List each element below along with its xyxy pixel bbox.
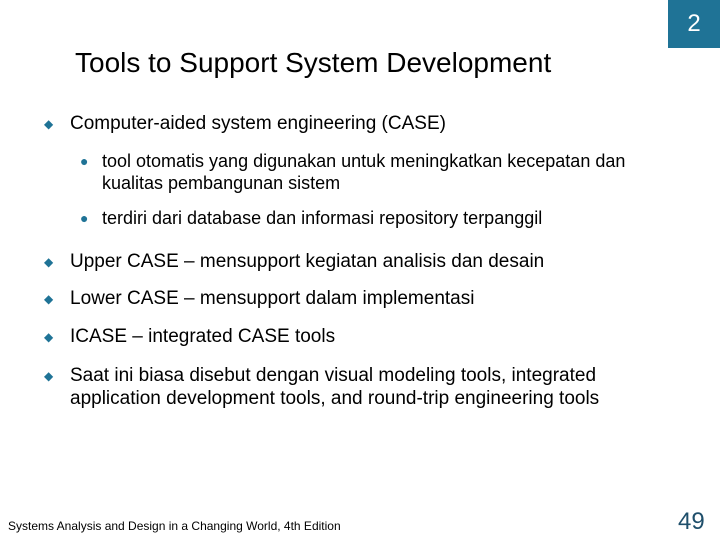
bullet-item	[40, 250, 544, 273]
slide-title: Tools to Support System Development	[75, 47, 552, 78]
sub-bullet-item	[80, 207, 700, 229]
bullet-text: Computer-aided system engineering (CASE)	[70, 113, 446, 134]
bullet-item	[40, 364, 599, 410]
bullet-item	[40, 287, 474, 310]
bullet-item	[40, 112, 446, 135]
bullet-text: Upper CASE – mensupport kegiatan analisis dan desain	[70, 251, 545, 272]
sub-bullet-text: terdiri dari database dan informasi repository terpanggil	[102, 208, 543, 228]
bullet-text: Lower CASE – mensupport dalam implementasi	[70, 288, 475, 309]
diamond-bullet-icon: ◆	[44, 330, 54, 344]
diamond-bullet-icon: ◆	[44, 369, 54, 383]
sub-bullet-text: tool otomatis yang digunakan untuk meningkatkan kecepatan dan kualitas pembangunan sistem	[102, 151, 626, 193]
bullet-text: Saat ini biasa disebut dengan visual modeling tools, integrated application development tools, and round-trip engineering tools	[70, 365, 600, 409]
bullet-item	[40, 325, 335, 348]
chapter-number: 2	[687, 10, 701, 37]
sub-bullet-item	[80, 150, 700, 194]
diamond-bullet-icon: ◆	[44, 292, 54, 306]
page-number: 49	[678, 508, 705, 535]
diamond-bullet-icon: ◆	[44, 117, 54, 131]
bullet-text: ICASE – integrated CASE tools	[70, 326, 336, 347]
slide-footer: Systems Analysis and Design in a Changing World, 4th Edition	[8, 519, 341, 533]
chapter-number-badge	[668, 0, 720, 48]
dot-bullet-icon: ●	[80, 210, 89, 226]
diamond-bullet-icon: ◆	[44, 255, 54, 269]
dot-bullet-icon: ●	[80, 153, 89, 169]
